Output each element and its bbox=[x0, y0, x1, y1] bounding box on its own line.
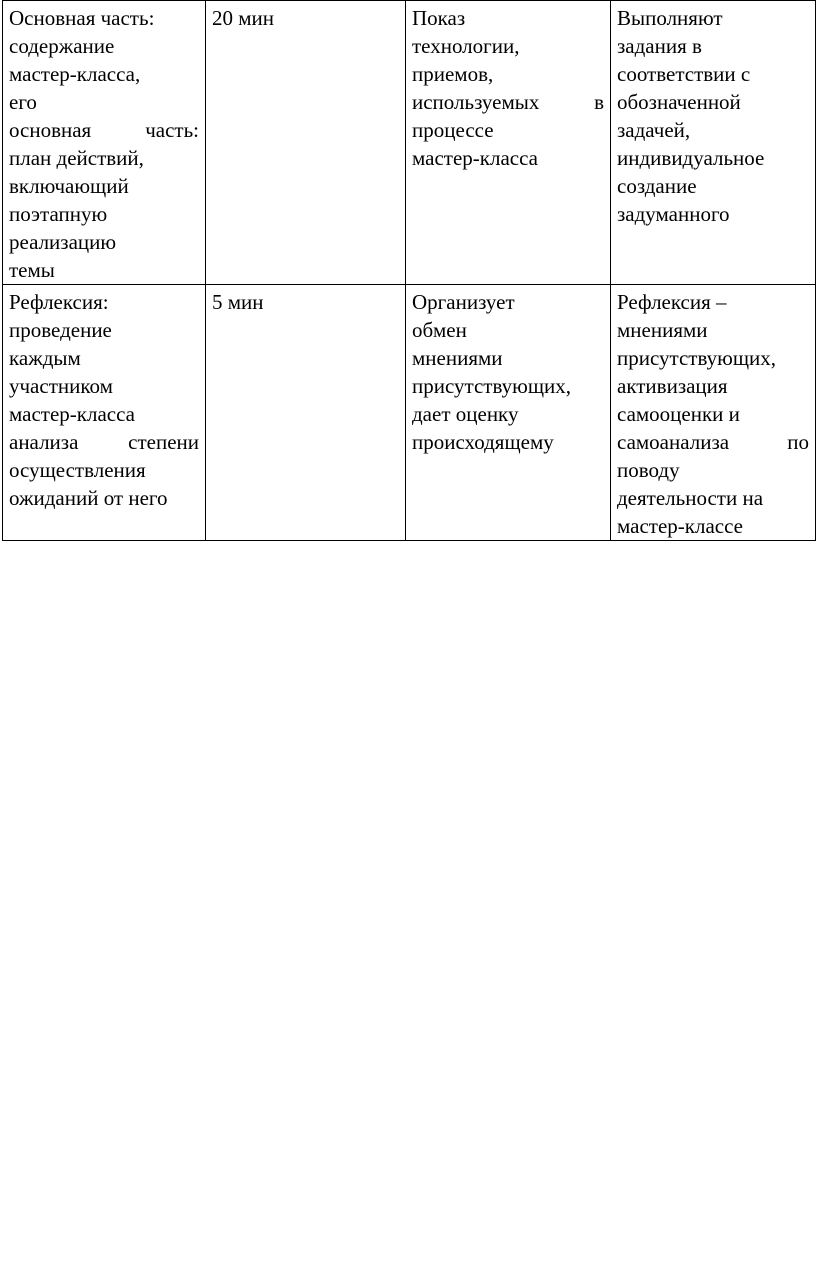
cell-line: задачей, bbox=[617, 118, 691, 142]
cell-line: происходящему bbox=[412, 430, 554, 454]
cell-line: дает оценку bbox=[412, 402, 519, 426]
cell-word: основная bbox=[9, 118, 92, 142]
cell-line: мастер-класса, bbox=[9, 62, 141, 86]
teacher-activity-cell bbox=[406, 1, 611, 285]
cell-line: содержание bbox=[9, 34, 115, 58]
cell-line: обмен bbox=[412, 318, 467, 342]
cell-word: в bbox=[594, 90, 604, 114]
cell-line: его bbox=[9, 90, 37, 114]
time-cell bbox=[206, 285, 406, 541]
justified-line bbox=[617, 428, 809, 456]
cell-line: реализацию bbox=[9, 230, 117, 254]
cell-line: Выполняют bbox=[617, 6, 723, 30]
cell-line: ожиданий от него bbox=[9, 486, 168, 510]
cell-line: осуществления bbox=[9, 458, 146, 482]
cell-line: процессе bbox=[412, 118, 494, 142]
cell-line: мнениями bbox=[617, 318, 708, 342]
cell-line: задуманного bbox=[617, 202, 730, 226]
cell-line: активизация bbox=[617, 374, 728, 398]
cell-line: Рефлексия – bbox=[617, 290, 727, 314]
cell-word: самоанализа bbox=[617, 430, 730, 454]
justified-line bbox=[9, 428, 199, 456]
cell-word: используемых bbox=[412, 90, 540, 114]
cell-word: степени bbox=[128, 430, 199, 454]
table-row bbox=[3, 285, 816, 541]
cell-line: каждым bbox=[9, 346, 81, 370]
participant-activity-cell bbox=[611, 285, 816, 541]
teacher-activity-cell bbox=[406, 285, 611, 541]
cell-line: поводу bbox=[617, 458, 680, 482]
stage-cell bbox=[3, 285, 206, 541]
cell-line: задания в bbox=[617, 34, 702, 58]
cell-line: мастер-классе bbox=[617, 514, 743, 538]
cell-line: мнениями bbox=[412, 346, 503, 370]
cell-line: проведение bbox=[9, 318, 112, 342]
cell-line: присутствующих, bbox=[617, 346, 776, 370]
cell-line: мастер-класса bbox=[412, 146, 538, 170]
cell-line: план действий, bbox=[9, 146, 144, 170]
table-row bbox=[3, 1, 816, 285]
stage-cell bbox=[3, 1, 206, 285]
cell-line: деятельности на bbox=[617, 486, 764, 510]
cell-line: технологии, bbox=[412, 34, 520, 58]
cell-line: Показ bbox=[412, 6, 466, 30]
justified-line bbox=[412, 88, 604, 116]
cell-word: часть: bbox=[145, 118, 199, 142]
cell-line: Организует bbox=[412, 290, 515, 314]
justified-line bbox=[9, 116, 199, 144]
cell-line: приемов, bbox=[412, 62, 494, 86]
cell-line: обозначенной bbox=[617, 90, 741, 114]
cell-line: создание bbox=[617, 174, 697, 198]
cell-line: включающий bbox=[9, 174, 129, 198]
lesson-plan-table bbox=[2, 0, 816, 541]
participant-activity-cell bbox=[611, 1, 816, 285]
time-value: 5 мин bbox=[212, 290, 264, 314]
cell-line: участником bbox=[9, 374, 113, 398]
cell-line: Основная часть: bbox=[9, 6, 155, 30]
cell-line: самооценки и bbox=[617, 402, 740, 426]
cell-line: темы bbox=[9, 258, 55, 282]
cell-line: мастер-класса bbox=[9, 402, 135, 426]
cell-line: поэтапную bbox=[9, 202, 108, 226]
cell-line: присутствующих, bbox=[412, 374, 571, 398]
time-value: 20 мин bbox=[212, 6, 275, 30]
cell-word: анализа bbox=[9, 430, 79, 454]
cell-line: индивидуальное bbox=[617, 146, 765, 170]
cell-word: по bbox=[787, 430, 809, 454]
time-cell bbox=[206, 1, 406, 285]
cell-line: Рефлексия: bbox=[9, 290, 109, 314]
cell-line: соответствии с bbox=[617, 62, 751, 86]
